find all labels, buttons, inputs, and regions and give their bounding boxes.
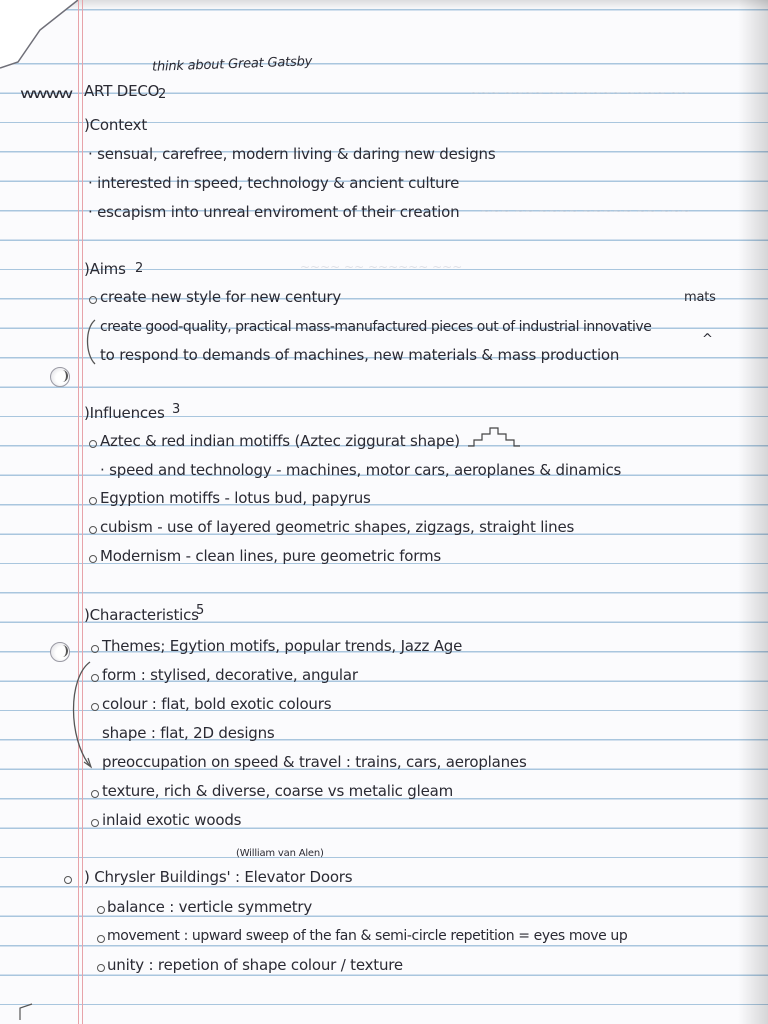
list-item: unity : repetion of shape colour / texture	[107, 956, 403, 974]
page-edge-shadow	[738, 0, 768, 1024]
bullet-circle-icon	[91, 819, 99, 827]
top-note: think about Great Gatsby	[151, 54, 313, 75]
bullet-circle-icon	[64, 876, 72, 884]
section-mark: 5	[196, 603, 205, 618]
list-item: Egyption motiffs - lotus bud, papyrus	[100, 489, 371, 507]
list-item: create new style for new century	[100, 288, 342, 306]
ziggurat-doodle-icon	[466, 424, 522, 448]
bullet-circle-icon	[91, 790, 99, 798]
list-item: · interested in speed, technology & ancient culture	[88, 174, 460, 192]
section-heading-chrysler: ) Chrysler Buildings' : Elevator Doors	[84, 868, 353, 886]
bullet-circle-icon	[89, 555, 97, 563]
list-item: movement : upward sweep of the fan & semi-circle repetition = eyes move up	[107, 928, 628, 944]
bullet-circle-icon	[89, 526, 97, 534]
title-mark: 2	[158, 87, 167, 102]
list-item: Modernism - clean lines, pure geometric forms	[100, 547, 442, 565]
binder-hole-icon	[50, 367, 70, 387]
title-scribble: wwww	[20, 87, 72, 102]
list-item: shape : flat, 2D designs	[102, 724, 275, 742]
corner-mark-icon	[18, 1002, 38, 1022]
list-item: · speed and technology - machines, motor cars, aeroplanes & dinamics	[100, 461, 622, 479]
caret-mark: ^	[702, 332, 713, 347]
list-item: create good-quality, practical mass-manufactured pieces out of industrial innovative	[100, 319, 652, 335]
bullet-circle-icon	[91, 645, 99, 653]
list-item: · escapism into unreal enviroment of their creation	[88, 203, 460, 221]
bleed-through-text: ~~~ ~~ ~~~~ ~~~~~ ~~ ~~~	[480, 204, 691, 218]
list-item: to respond to demands of machines, new materials & mass production	[100, 346, 620, 364]
bracket-arrow-icon	[64, 658, 94, 770]
list-item: balance : verticle symmetry	[107, 898, 313, 916]
list-item: Themes; Egytion motifs, popular trends, Jazz Age	[102, 637, 463, 655]
section-mark: 3	[172, 402, 181, 417]
list-item: · sensual, carefree, modern living & daring new designs	[88, 145, 496, 163]
list-item: Aztec & red indian motiffs (Aztec ziggurat shape)	[100, 432, 460, 450]
bracket-arrow-icon	[83, 318, 99, 366]
list-item: inlaid exotic woods	[102, 811, 242, 829]
list-item: preoccupation on speed & travel : trains, cars, aeroplanes	[102, 753, 527, 771]
list-item: texture, rich & diverse, coarse vs metalic gleam	[102, 782, 454, 800]
list-item: form : stylised, decorative, angular	[102, 666, 358, 684]
list-item: colour : flat, bold exotic colours	[102, 695, 332, 713]
bullet-circle-icon	[89, 497, 97, 505]
section-heading-influences: )Influences	[84, 404, 165, 422]
section-heading-context: )Context	[84, 116, 148, 134]
bullet-circle-icon	[97, 906, 105, 914]
section-mark: 2	[135, 261, 144, 276]
bullet-circle-icon	[97, 964, 105, 972]
section-heading-characteristics: )Characteristics	[84, 606, 199, 624]
bullet-circle-icon	[89, 440, 97, 448]
margin-line-left	[78, 0, 79, 1024]
page-top-shadow	[0, 0, 768, 10]
section-heading-aims: )Aims	[84, 260, 126, 278]
margin-ghost-text: mats	[684, 290, 716, 305]
annotation: (William van Alen)	[236, 848, 324, 859]
bullet-circle-icon	[97, 935, 105, 943]
list-item: cubism - use of layered geometric shapes, zigzags, straight lines	[100, 518, 575, 536]
bleed-through-text: ~~~ ~~~~ ~~ ~~~~~ ~~~~ ~~	[470, 86, 691, 100]
bleed-through-text: ~~~~ ~~ ~~~~~~ ~~~	[300, 260, 463, 274]
page-title: ART DECO	[84, 82, 160, 100]
torn-corner-icon	[0, 0, 80, 70]
bullet-circle-icon	[89, 296, 97, 304]
